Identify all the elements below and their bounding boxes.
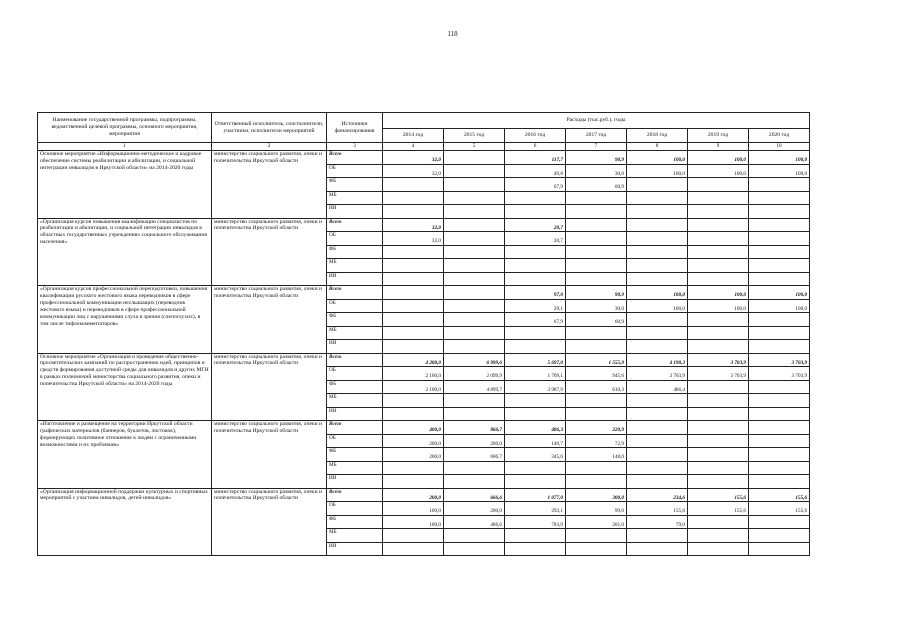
header-year: 2019 год [688,129,749,143]
activity-name: «Организация курсов профессиональной переподготовки, повышения квалификации русского жестового языка переводчиков в сфере профессиональной коммуникации неслышащих (переводчик жестового языка) и переводчиков в сфере профессиональной коммуникации лиц с нарушениями слуха и зрения (слепоглухих), в том числе тифлокомментаторов» [38,286,212,354]
column-number: 7 [566,143,627,151]
amount-cell: 100,0 [749,299,810,313]
table-row [38,286,810,300]
amount-cell: 60,9 [566,178,627,192]
source-label: МБ [327,461,383,475]
amount-cell: 155,6 [627,502,688,516]
amount-cell: 201,0 [566,515,627,529]
amount-cell: 3 703,9 [627,367,688,381]
source-label: ОБ [327,367,383,381]
amount-cell: 4 899,7 [444,380,505,394]
table-row [38,353,810,367]
source-label: ОБ [327,434,383,448]
amount-cell [566,340,627,354]
source-label: ФБ [327,448,383,462]
amount-cell [688,461,749,475]
amount-cell [688,515,749,529]
executor-name: министерство социального развития, опеки и попечительства Иркутской области [212,488,327,556]
amount-cell: 3 703,9 [749,353,810,367]
amount-cell: 2 100,0 [383,367,444,381]
amount-cell: 29,1 [505,299,566,313]
amount-cell [749,326,810,340]
amount-cell: 100,0 [749,151,810,165]
amount-cell [627,178,688,192]
amount-cell [688,178,749,192]
amount-cell: 220,9 [566,421,627,435]
amount-cell: 234,6 [627,488,688,502]
header-year: 2014 год [383,129,444,143]
amount-cell [444,529,505,543]
source-label: ОБ [327,232,383,246]
amount-cell [627,191,688,205]
amount-cell [688,407,749,421]
amount-cell: 260,0 [444,434,505,448]
source-label: ФБ [327,313,383,327]
column-number: 5 [444,143,505,151]
amount-cell [749,515,810,529]
amount-cell [505,407,566,421]
amount-cell: 100,0 [383,515,444,529]
amount-cell [688,434,749,448]
amount-cell [627,272,688,286]
amount-cell [749,380,810,394]
amount-cell [383,205,444,219]
amount-cell [383,461,444,475]
amount-cell [688,218,749,232]
source-label: Всего [327,286,383,300]
amount-cell: 67,9 [505,178,566,192]
amount-cell: 67,9 [505,313,566,327]
amount-cell [749,421,810,435]
amount-cell [749,272,810,286]
amount-cell [444,205,505,219]
column-number: 10 [749,143,810,151]
source-label: МБ [327,394,383,408]
amount-cell [505,245,566,259]
amount-cell: 293,1 [505,502,566,516]
amount-cell: 486,4 [627,380,688,394]
source-label: ОБ [327,502,383,516]
amount-cell [566,191,627,205]
amount-cell: 90,9 [566,286,627,300]
amount-cell: 155,6 [749,502,810,516]
amount-cell: 610,3 [566,380,627,394]
amount-cell: 5 697,0 [505,353,566,367]
amount-cell [688,394,749,408]
amount-cell: 49,8 [505,164,566,178]
amount-cell [688,205,749,219]
source-label: МБ [327,326,383,340]
amount-cell [627,461,688,475]
amount-cell [749,434,810,448]
amount-cell [444,164,505,178]
header-executor: Ответственный исполнитель, соисполнители, участники, исполнители мероприятий [212,113,327,143]
amount-cell [627,421,688,435]
amount-cell [627,245,688,259]
amount-cell [505,191,566,205]
source-label: ИИ [327,340,383,354]
source-label: Всего [327,488,383,502]
amount-cell [688,421,749,435]
amount-cell [566,542,627,556]
amount-cell [627,326,688,340]
amount-cell: 140,7 [505,434,566,448]
amount-cell [505,475,566,489]
header-year: 2015 год [444,129,505,143]
amount-cell: 1 077,0 [505,488,566,502]
executor-name: министерство социального развития, опеки и попечительства Иркутской области [212,218,327,286]
amount-cell [688,259,749,273]
amount-cell [749,448,810,462]
header-expenses: Расходы (тыс.руб.), годы [383,113,810,129]
activity-name: Основное мероприятие «Информационно-методическое и кадровое обеспечение системы реабилитации и абилитации, и социальной интеграции инвалидов в Иркутской области» на 2014-2020 годы [38,151,212,219]
activity-name: Основное мероприятие «Организация и проведение общественно-просветительских кампаний по распространению идей, принципов и средств формирования доступной среды для инвалидов и других МГН в рамках полномочий министерства социального развития, опеки и попечительства Иркутской области» на 2014-2020 годы [38,353,212,421]
amount-cell [383,529,444,543]
amount-cell [566,218,627,232]
amount-cell [444,313,505,327]
amount-cell: 30,0 [566,164,627,178]
amount-cell [444,299,505,313]
amount-cell [749,191,810,205]
financing-table [37,112,810,556]
header-sources: Источники финансирования [327,113,383,143]
amount-cell: 20,7 [505,218,566,232]
source-label: Всего [327,218,383,232]
amount-cell [383,394,444,408]
amount-cell [383,340,444,354]
amount-cell [749,340,810,354]
amount-cell [505,529,566,543]
amount-cell [566,475,627,489]
column-number: 2 [212,143,327,151]
executor-name: министерство социального развития, опеки и попечительства Иркутской области [212,353,327,421]
amount-cell [566,205,627,219]
amount-cell: 90,9 [566,151,627,165]
source-label: ОБ [327,164,383,178]
amount-cell [749,475,810,489]
amount-cell [749,245,810,259]
source-label: МБ [327,191,383,205]
page-number: 118 [447,30,458,38]
amount-cell: 345,6 [505,448,566,462]
source-label: Всего [327,353,383,367]
amount-cell [383,475,444,489]
amount-cell [749,407,810,421]
amount-cell: 300,0 [566,488,627,502]
source-label: ИИ [327,542,383,556]
amount-cell [383,272,444,286]
amount-cell [444,286,505,300]
amount-cell [383,178,444,192]
amount-cell: 97,0 [505,286,566,300]
amount-cell [444,461,505,475]
amount-cell [505,394,566,408]
amount-cell: 100,0 [383,502,444,516]
amount-cell [505,340,566,354]
amount-cell [383,259,444,273]
amount-cell [627,340,688,354]
amount-cell [383,245,444,259]
amount-cell: 3 703,9 [688,353,749,367]
amount-cell [505,259,566,273]
amount-cell: 2 099,9 [444,367,505,381]
amount-cell: 200,0 [383,448,444,462]
amount-cell [444,218,505,232]
amount-cell: 200,0 [444,502,505,516]
amount-cell [627,448,688,462]
amount-cell [566,245,627,259]
amount-cell [749,218,810,232]
amount-cell [444,542,505,556]
amount-cell [444,232,505,246]
amount-cell [627,529,688,543]
amount-cell [627,259,688,273]
column-number: 9 [688,143,749,151]
amount-cell [566,326,627,340]
amount-cell: 100,0 [688,286,749,300]
amount-cell: 866,7 [444,421,505,435]
amount-cell: 100,0 [627,164,688,178]
amount-cell [627,434,688,448]
amount-cell [566,272,627,286]
amount-cell: 117,7 [505,151,566,165]
amount-cell [688,326,749,340]
source-label: МБ [327,529,383,543]
amount-cell [749,205,810,219]
source-label: Всего [327,421,383,435]
header-year: 2020 год [749,129,810,143]
amount-cell [749,461,810,475]
amount-cell: 60,9 [566,313,627,327]
amount-cell: 100,0 [627,286,688,300]
amount-cell: 32,0 [383,232,444,246]
table-row [38,488,810,502]
executor-name: министерство социального развития, опеки и попечительства Иркутской области [212,151,327,219]
amount-cell: 32,0 [383,164,444,178]
amount-cell: 100,0 [688,151,749,165]
amount-cell: 148,0 [566,448,627,462]
amount-cell [688,313,749,327]
amount-cell [688,542,749,556]
amount-cell [383,191,444,205]
amount-cell [566,394,627,408]
amount-cell [383,299,444,313]
source-label: ИИ [327,407,383,421]
amount-cell [444,191,505,205]
amount-cell: 3 703,9 [749,367,810,381]
amount-cell [444,151,505,165]
amount-cell [688,529,749,543]
amount-cell [505,205,566,219]
amount-cell [627,407,688,421]
amount-cell [627,475,688,489]
table-row [38,151,810,165]
column-number: 4 [383,143,444,151]
amount-cell: 100,0 [627,151,688,165]
amount-cell: 155,6 [749,488,810,502]
amount-cell: 72,9 [566,434,627,448]
amount-cell: 32,0 [383,151,444,165]
amount-cell: 466,6 [444,515,505,529]
amount-cell: 3 987,9 [505,380,566,394]
amount-cell: 486,3 [505,421,566,435]
amount-cell: 200,0 [383,434,444,448]
source-label: ИИ [327,272,383,286]
amount-cell [688,272,749,286]
amount-cell [383,407,444,421]
amount-cell [505,272,566,286]
header-program: Наименование государственной программы, подпрограммы, ведомственной целевой программы, основного мероприятия, мероприятия [38,113,212,143]
amount-cell: 79,0 [627,515,688,529]
amount-cell [749,259,810,273]
amount-cell [505,461,566,475]
amount-cell: 32,0 [383,218,444,232]
amount-cell [444,178,505,192]
amount-cell: 100,0 [688,164,749,178]
amount-cell: 100,0 [749,286,810,300]
amount-cell [444,259,505,273]
amount-cell: 155,6 [688,502,749,516]
table-row [38,218,810,232]
amount-cell [566,232,627,246]
amount-cell [505,542,566,556]
amount-cell: 783,9 [505,515,566,529]
amount-cell [566,529,627,543]
source-label: ФБ [327,178,383,192]
source-label: ФБ [327,515,383,529]
column-number: 1 [38,143,212,151]
executor-name: министерство социального развития, опеки и попечительства Иркутской области [212,421,327,489]
amount-cell: 100,0 [749,164,810,178]
amount-cell: 4 200,0 [383,353,444,367]
header-year: 2016 год [505,129,566,143]
amount-cell [749,542,810,556]
activity-name: «Изготовление и размещение на территории Иркутской области графических материалов (баннеров, буклетов, листовок), формирующих позитивное отношение к людям с ограниченными возможностями и их проблемам» [38,421,212,489]
source-label: ОБ [327,299,383,313]
amount-cell [688,245,749,259]
amount-cell [383,326,444,340]
amount-cell: 945,6 [566,367,627,381]
amount-cell [688,340,749,354]
column-number: 3 [327,143,383,151]
amount-cell: 2 100,0 [383,380,444,394]
source-label: ИИ [327,205,383,219]
header-year: 2018 год [627,129,688,143]
amount-cell [688,232,749,246]
executor-name: министерство социального развития, опеки и попечительства Иркутской области [212,286,327,354]
amount-cell [444,326,505,340]
amount-cell [688,191,749,205]
source-label: МБ [327,259,383,273]
amount-cell [566,259,627,273]
amount-cell: 200,0 [383,488,444,502]
source-label: ИИ [327,475,383,489]
amount-cell [444,407,505,421]
amount-cell: 1 709,1 [505,367,566,381]
amount-cell: 606,7 [444,448,505,462]
amount-cell [383,313,444,327]
activity-name: «Организация курсов повышения квалификации специалистов по реабилитации и абилитации, и социальной интеграции инвалидов в областных государственных учреждениях социального обслуживания населения» [38,218,212,286]
amount-cell [627,232,688,246]
amount-cell [627,205,688,219]
column-number: 8 [627,143,688,151]
amount-cell [688,475,749,489]
amount-cell: 30,0 [566,299,627,313]
amount-cell [566,461,627,475]
amount-cell: 666,6 [444,488,505,502]
source-label: ФБ [327,245,383,259]
amount-cell [444,272,505,286]
amount-cell: 6 999,6 [444,353,505,367]
amount-cell [627,313,688,327]
amount-cell [749,529,810,543]
amount-cell [444,340,505,354]
column-number: 6 [505,143,566,151]
source-label: Всего [327,151,383,165]
amount-cell [749,313,810,327]
amount-cell: 155,6 [688,488,749,502]
amount-cell: 4 190,3 [627,353,688,367]
amount-cell [383,286,444,300]
amount-cell [383,542,444,556]
amount-cell: 100,0 [688,299,749,313]
amount-cell [505,326,566,340]
amount-cell: 1 555,9 [566,353,627,367]
amount-cell: 3 703,9 [688,367,749,381]
amount-cell [749,394,810,408]
activity-name: «Организация информационной поддержки культурных и спортивных мероприятий с участием инвалидов, детей-инвалидов» [38,488,212,556]
amount-cell [688,380,749,394]
amount-cell: 100,0 [627,299,688,313]
amount-cell [444,475,505,489]
amount-cell: 99,0 [566,502,627,516]
amount-cell [627,542,688,556]
amount-cell: 400,0 [383,421,444,435]
amount-cell [749,178,810,192]
amount-cell [749,232,810,246]
table-row [38,421,810,435]
amount-cell [444,394,505,408]
source-label: ФБ [327,380,383,394]
amount-cell [566,407,627,421]
amount-cell: 20,7 [505,232,566,246]
amount-cell [444,245,505,259]
amount-cell [688,448,749,462]
amount-cell [627,218,688,232]
amount-cell [627,394,688,408]
header-year: 2017 год [566,129,627,143]
